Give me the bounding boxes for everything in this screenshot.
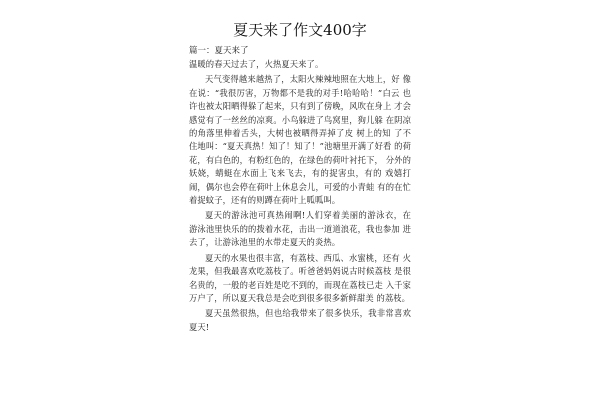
paragraph-weather: 天气变得越来越热了，太阳火辣辣地照在大地上，好 像在说：“我很厉害，万物都不是我的对手!哈哈哈！”白云 也许也被太阳晒得躲了起来，只有到了傍晚，风吹在身上 才会感觉有了一丝丝的凉爽。小鸟躲进了鸟窝里，狗儿躲 在阴凉的角落里伸着舌头，大树也被晒得弄掉了皮 树上的知 了不住地叫：“夏天真热！知了！知了！”池塘里开满了好看 的荷花，有白色的，有粉红色的，在绿色的荷叶衬托下， 分外的妖娆，蜻蜓在水面上飞来飞去，有的捉害虫，有的 戏嬉打闹，偶尔也会停在荷叶上休息会儿，可爱的小青蛙 有的在忙着捉蚊子，还有的则蹲在荷叶上呱呱叫。 <box>189 74 411 206</box>
document-body <box>189 58 411 336</box>
document-title: 夏天来了作文400字 <box>233 21 367 39</box>
paragraph-fruit: 夏天的水果也很丰富，有荔枝、西瓜、水蜜桃，还有 火龙果，但我最喜欢吃荔枝了。听爸爸妈妈说古时候荔枝 是很名贵的，一般的老百姓是吃不到的，而现在荔枝已走 入千家万户了，所以夏天我总是会吃到很多很多新鲜甜美 的荔枝。 <box>189 252 411 303</box>
section-heading: 篇一：夏天来了 <box>189 46 249 56</box>
paragraph-pool: 夏天的游泳池可真热闹啊!人们穿着美丽的游泳衣，在 游泳池里快乐的的拨着水花，击出一道道浪花，我也参加 进去了，让游泳池里的水带走夏天的炎热。 <box>189 210 411 248</box>
paragraph-intro: 温暖的春天过去了，火热夏天来了。 <box>189 59 324 69</box>
paragraph-closing: 夏天虽然很热，但也给我带来了很多快乐，我非常喜欢夏天! <box>189 308 411 332</box>
